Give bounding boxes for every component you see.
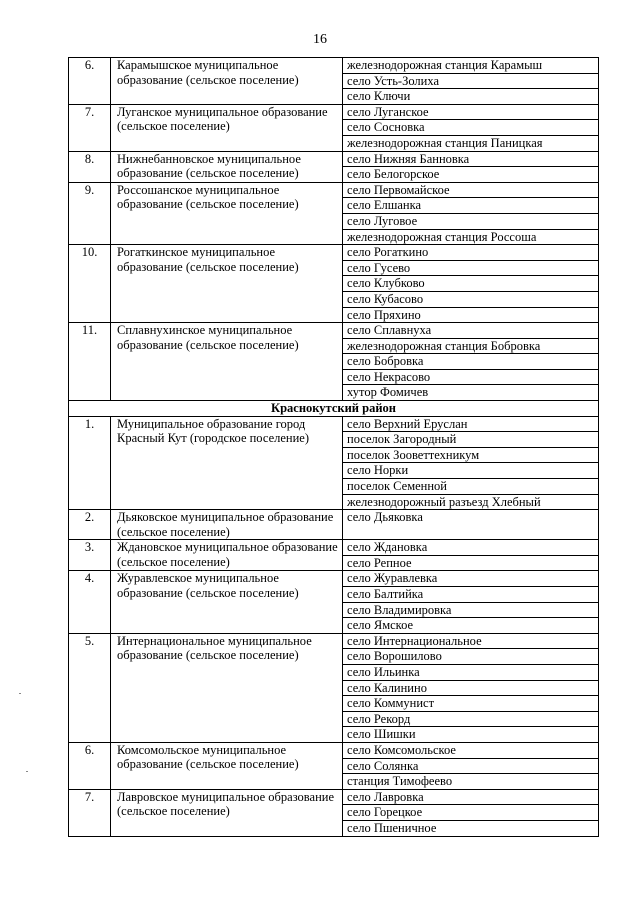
table-row xyxy=(69,633,599,649)
settlements-table xyxy=(68,57,599,837)
settlement-name: село Ворошилово xyxy=(343,649,599,665)
table-row xyxy=(69,510,599,540)
row-number: 9. xyxy=(69,182,111,244)
table-row xyxy=(69,323,599,339)
settlement-name: село Елшанка xyxy=(343,198,599,214)
settlement-name: село Рогаткино xyxy=(343,245,599,261)
settlement-name: село Коммунист xyxy=(343,696,599,712)
municipality-name: Муниципальное образование город Красный Кут (городское поселение) xyxy=(111,416,343,510)
municipality-name: Сплавнухинское муниципальное образование (сельское поселение) xyxy=(111,323,343,401)
municipality-name: Нижнебанновское муниципальное образование (сельское поселение) xyxy=(111,151,343,182)
municipality-name: Карамышское муниципальное образование (сельское поселение) xyxy=(111,58,343,105)
row-number: 6. xyxy=(69,742,111,789)
margin-mark xyxy=(26,771,28,772)
table-row xyxy=(69,58,599,74)
settlement-name: село Бобровка xyxy=(343,354,599,370)
row-number: 7. xyxy=(69,104,111,151)
settlement-name: поселок Семенной xyxy=(343,479,599,495)
settlement-name: село Клубково xyxy=(343,276,599,292)
settlement-name: село Ильинка xyxy=(343,664,599,680)
row-number: 3. xyxy=(69,540,111,571)
settlement-name: хутор Фомичев xyxy=(343,385,599,401)
table-row xyxy=(69,571,599,587)
municipality-name: Ждановское муниципальное образование (сельское поселение) xyxy=(111,540,343,571)
table-row xyxy=(69,104,599,120)
settlement-name: село Нижняя Банновка xyxy=(343,151,599,167)
settlement-name: железнодорожный разъезд Хлебный xyxy=(343,494,599,510)
municipality-name: Россошанское муниципальное образование (сельское поселение) xyxy=(111,182,343,244)
settlement-name: село Владимировка xyxy=(343,602,599,618)
table-row xyxy=(69,742,599,758)
settlement-name: село Пшеничное xyxy=(343,820,599,836)
row-number: 7. xyxy=(69,789,111,836)
row-number: 8. xyxy=(69,151,111,182)
municipality-name: Комсомольское муниципальное образование (сельское поселение) xyxy=(111,742,343,789)
row-number: 6. xyxy=(69,58,111,105)
settlement-name: село Шишки xyxy=(343,727,599,743)
row-number: 4. xyxy=(69,571,111,633)
row-number: 11. xyxy=(69,323,111,401)
settlement-name: железнодорожная станция Паницкая xyxy=(343,135,599,151)
page-number: 16 xyxy=(313,32,327,47)
settlement-name: село Гусево xyxy=(343,260,599,276)
settlement-name: село Ямское xyxy=(343,618,599,634)
settlement-name: село Кубасово xyxy=(343,291,599,307)
settlement-name: железнодорожная станция Карамыш xyxy=(343,58,599,74)
row-number: 10. xyxy=(69,245,111,323)
row-number: 1. xyxy=(69,416,111,510)
municipality-name: Рогаткинское муниципальное образование (сельское поселение) xyxy=(111,245,343,323)
settlement-name: село Некрасово xyxy=(343,369,599,385)
municipality-name: Лавровское муниципальное образование (сельское поселение) xyxy=(111,789,343,836)
settlement-name: село Норки xyxy=(343,463,599,479)
settlement-name: поселок Загородный xyxy=(343,432,599,448)
row-number: 5. xyxy=(69,633,111,742)
settlement-name: село Сосновка xyxy=(343,120,599,136)
settlement-name: железнодорожная станция Бобровка xyxy=(343,338,599,354)
settlement-name: село Пряхино xyxy=(343,307,599,323)
margin-mark xyxy=(19,693,21,694)
settlement-name: станция Тимофеево xyxy=(343,774,599,790)
district-title: Краснокутский район xyxy=(69,401,599,417)
table-row xyxy=(69,151,599,167)
settlement-name: село Комсомольское xyxy=(343,742,599,758)
table-row xyxy=(69,540,599,556)
settlement-name: село Верхний Еруслан xyxy=(343,416,599,432)
table-row xyxy=(69,245,599,261)
municipality-name: Дьяковское муниципальное образование (сельское поселение) xyxy=(111,510,343,540)
settlement-name: село Белогорское xyxy=(343,167,599,183)
settlement-name: поселок Зооветтехникум xyxy=(343,447,599,463)
settlement-name: железнодорожная станция Россоша xyxy=(343,229,599,245)
municipality-name: Луганское муниципальное образование (сельское поселение) xyxy=(111,104,343,151)
table-row xyxy=(69,789,599,805)
municipality-name: Интернациональное муниципальное образование (сельское поселение) xyxy=(111,633,343,742)
settlement-name: село Репное xyxy=(343,555,599,571)
settlement-name: село Луговое xyxy=(343,213,599,229)
district-row xyxy=(69,401,599,417)
settlement-name: село Журавлевка xyxy=(343,571,599,587)
settlement-name: село Калинино xyxy=(343,680,599,696)
settlement-name: село Усть-Золиха xyxy=(343,73,599,89)
settlement-name: село Солянка xyxy=(343,758,599,774)
table-row xyxy=(69,182,599,198)
settlement-name: село Луганское xyxy=(343,104,599,120)
settlement-name: село Сплавнуха xyxy=(343,323,599,339)
settlement-name: село Первомайское xyxy=(343,182,599,198)
settlement-name: село Рекорд xyxy=(343,711,599,727)
settlement-name: село Дьяковка xyxy=(343,510,599,540)
row-number: 2. xyxy=(69,510,111,540)
municipality-name: Журавлевское муниципальное образование (сельское поселение) xyxy=(111,571,343,633)
settlement-name: село Балтийка xyxy=(343,587,599,603)
settlement-name: село Ждановка xyxy=(343,540,599,556)
settlement-name: село Горецкое xyxy=(343,805,599,821)
table-row xyxy=(69,416,599,432)
settlement-name: село Лавровка xyxy=(343,789,599,805)
settlement-name: село Интернациональное xyxy=(343,633,599,649)
settlement-name: село Ключи xyxy=(343,89,599,105)
